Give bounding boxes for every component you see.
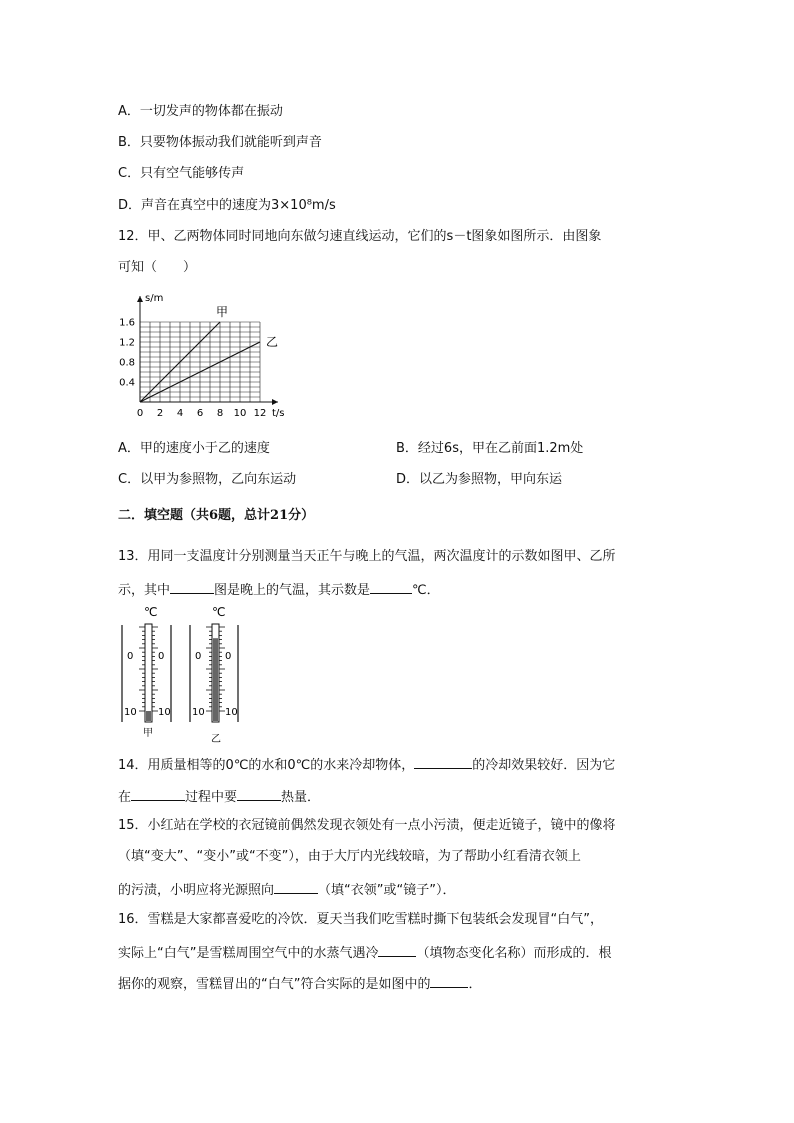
thermometer-yi — [190, 605, 238, 745]
q12-option-b: B．经过6s，甲在乙前面1.2m处 — [396, 441, 584, 456]
thermometer-jia-label: 甲 — [143, 728, 153, 739]
q14-blank-3[interactable] — [237, 786, 281, 801]
thermometer-yi-label: 乙 — [211, 734, 221, 745]
q13-line2 — [118, 579, 440, 600]
x-tick-label: 12 — [253, 408, 267, 419]
y-axis-arrow — [137, 296, 143, 302]
q16-text-b: （填物态变化名称）而形成的．根 — [416, 946, 612, 961]
thermometer-jia-right-0: 0 — [158, 651, 165, 662]
section-title: 二．填空题（共6题，总计21分） — [118, 508, 315, 523]
q14-text-e: 热量． — [281, 790, 321, 805]
q13-blank-1[interactable] — [170, 579, 214, 594]
q14-text-a: 14．用质量相等的0℃的水和0℃的水来冷却物体， — [118, 758, 415, 773]
q16-blank-2[interactable] — [430, 973, 468, 988]
q16-text-a: 实际上“白气”是雪糕周围空气中的水蒸气遇冷 — [118, 946, 379, 961]
y-tick-label: 1.2 — [119, 337, 135, 349]
q15-blank-1[interactable] — [274, 879, 318, 894]
thermometer-yi-left-10: 10 — [192, 707, 205, 718]
q16-line1: 16．雪糕是大家都喜爱吃的冷饮．夏天当我们吃雪糕时撕下包装纸会发现冒“白气”， — [118, 912, 604, 927]
thermometer-yi-mercury — [213, 638, 218, 721]
q15-text-a: 的污渍，小明应将光源照向 — [118, 883, 275, 898]
thermometer-jia-left-0: 0 — [127, 651, 134, 662]
thermometer-figure — [112, 600, 252, 745]
x-axis-arrow — [272, 399, 278, 405]
q11-option-b: B．只要物体振动我们就能听到声音 — [118, 135, 322, 150]
q14-line1 — [118, 754, 615, 775]
x-tick-label: 0 — [136, 408, 144, 419]
q12-option-c: C．以甲为参照物，乙向东运动 — [118, 472, 297, 487]
y-tick-label: 0.4 — [119, 377, 135, 389]
thermometer-yi-right-0: 0 — [225, 651, 232, 662]
q14-line2 — [118, 786, 320, 807]
q11-option-d: D．声音在真空中的速度为3×10⁸m/s — [118, 198, 336, 213]
q16-line2 — [118, 942, 612, 963]
q13-line1: 13．用同一支温度计分别测量当天正午与晚上的气温，两次温度计的示数如图甲、乙所 — [118, 549, 616, 564]
q15-text-b: （填“衣领”或“镜子”）． — [318, 883, 456, 898]
thermometer-yi-right-10: 10 — [225, 707, 238, 718]
q14-text-c: 在 — [118, 790, 132, 805]
q12-option-a: A．甲的速度小于乙的速度 — [118, 441, 270, 456]
thermometer-jia-mercury — [146, 711, 151, 721]
q16-text-c: 据你的观察，雪糕冒出的“白气”符合实际的是如图中的 — [118, 977, 431, 992]
q16-blank-1[interactable] — [378, 942, 416, 957]
y-axis-label: s/m — [145, 293, 164, 304]
thermometer-jia-right-10: 10 — [158, 707, 171, 718]
q12-stem-line2: 可知（ ） — [118, 260, 197, 275]
q13-text-a: 示，其中 — [118, 583, 171, 598]
y-tick-label: 1.6 — [119, 317, 135, 329]
q15-line1: 15．小红站在学校的衣冠镜前偶然发现衣领处有一点小污渍，便走近镜子，镜中的像将 — [118, 818, 616, 833]
q15-line3 — [118, 879, 455, 900]
x-tick-label: 10 — [233, 408, 247, 419]
x-tick-label: 6 — [196, 408, 204, 419]
q12-option-d: D．以乙为参照物，甲向东运 — [396, 472, 563, 487]
q13-blank-2[interactable] — [370, 579, 412, 594]
y-tick-label: 0.8 — [119, 357, 135, 369]
q16-text-d: ． — [468, 977, 482, 992]
thermometer-yi-unit: ℃ — [212, 605, 226, 619]
thermometer-jia — [122, 605, 171, 739]
x-tick-label: 8 — [216, 408, 224, 419]
q14-text-b: 的冷却效果较好．因为它 — [472, 758, 616, 773]
x-tick-label: 4 — [176, 408, 184, 419]
x-axis-label: t/s — [272, 408, 285, 419]
q11-option-c: C．只有空气能够传声 — [118, 166, 245, 181]
q16-line3 — [118, 973, 482, 994]
st-chart — [112, 290, 312, 425]
q11-option-a: A．一切发声的物体都在振动 — [118, 104, 283, 119]
thermometer-jia-unit: ℃ — [144, 605, 158, 619]
series-label-jia: 甲 — [216, 305, 229, 319]
series-label-yi: 乙 — [266, 335, 279, 349]
q14-blank-1[interactable] — [414, 754, 472, 769]
q12-stem-line1: 12．甲、乙两物体同时同地向东做匀速直线运动，它们的s－t图象如图所示．由图象 — [118, 229, 602, 244]
q13-text-b: 图是晚上的气温，其示数是 — [214, 583, 371, 598]
q13-text-c: ℃． — [412, 583, 440, 598]
x-tick-label: 2 — [156, 408, 164, 419]
thermometer-yi-left-0: 0 — [195, 651, 202, 662]
q14-blank-2[interactable] — [131, 786, 185, 801]
q14-text-d: 过程中要 — [185, 790, 238, 805]
q15-line2: （填“变大”、“变小”或“不变”），由于大厅内光线较暗，为了帮助小红看清衣领上 — [118, 849, 581, 864]
thermometer-jia-left-10: 10 — [124, 707, 137, 718]
